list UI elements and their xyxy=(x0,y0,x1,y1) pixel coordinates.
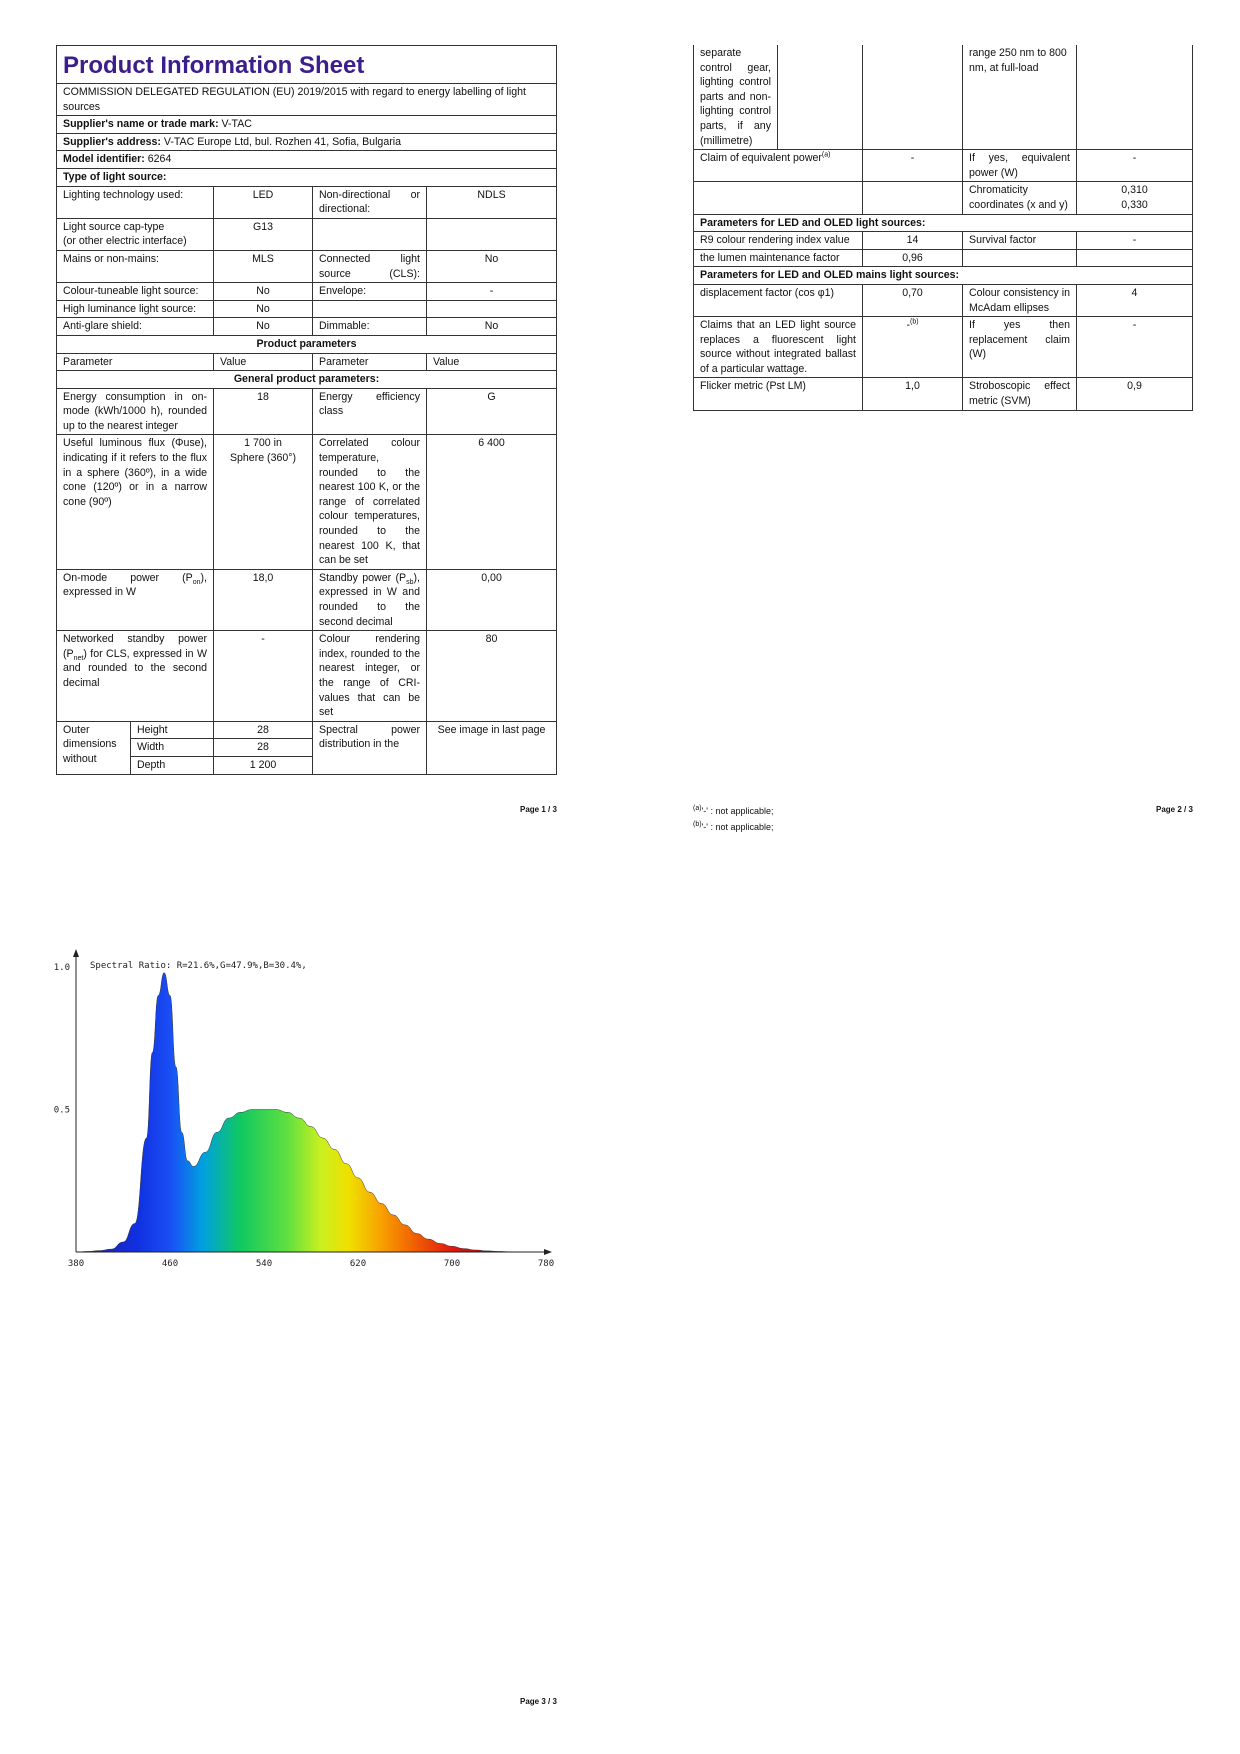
energy-label: Energy consumption in on-mode (kWh/1000 h), rounded up to the nearest integer xyxy=(57,388,214,435)
replacement-value: - xyxy=(1077,317,1193,378)
y-ticks xyxy=(54,963,70,1116)
model-label: Model identifier: xyxy=(63,153,145,166)
flicker-value: 1,0 xyxy=(863,378,963,410)
on-power-value: 18,0 xyxy=(214,569,313,630)
regulation-text: COMMISSION DELEGATED REGULATION (EU) 2019/2015 with regard to energy labelling of light sources xyxy=(57,84,557,116)
on-power-label xyxy=(57,569,214,630)
survival-label: Survival factor xyxy=(963,232,1077,250)
directional-value: NDLS xyxy=(427,186,557,218)
x-tick-label: 540 xyxy=(255,1259,273,1269)
y-tick-label: 0.5 xyxy=(53,1105,70,1116)
networked-text-a: Networked standby power (P xyxy=(63,633,207,660)
envelope-value: - xyxy=(427,283,557,301)
high-lum-label: High luminance light source: xyxy=(57,300,214,318)
supplier-name-value: V-TAC xyxy=(221,118,252,131)
model-value: 6264 xyxy=(147,153,172,166)
supplier-name-label: Supplier's name or trade mark: xyxy=(63,118,219,131)
cap-label-line-2: (or other electric interface) xyxy=(63,235,187,248)
footnote-b-text: '-' : not applicable; xyxy=(701,821,774,832)
colour-tune-label: Colour-tuneable light source: xyxy=(57,283,214,301)
empty-cell xyxy=(427,300,557,318)
led-heading: Parameters for LED and OLED light sources: xyxy=(694,214,1193,232)
anti-glare-label: Anti-glare shield: xyxy=(57,318,214,336)
chroma-values xyxy=(1077,182,1193,214)
disp-value: 0,70 xyxy=(863,284,963,316)
consistency-value: 4 xyxy=(1077,284,1193,316)
supplier-name-row xyxy=(57,116,557,134)
dimmable-value: No xyxy=(427,318,557,336)
replacement-label: If yes then replacement claim (W) xyxy=(963,317,1077,378)
directional-label: Non-directional or directional: xyxy=(313,186,427,218)
standby-text-a: Standby power (P xyxy=(319,571,407,584)
empty-cell xyxy=(778,45,863,150)
height-label: Height xyxy=(131,721,214,739)
tech-value: LED xyxy=(214,186,313,218)
footnote-b xyxy=(693,819,1192,835)
empty-cell xyxy=(427,218,557,250)
footnote-a-sup: (a) xyxy=(693,804,702,812)
x-axis-arrow xyxy=(544,1249,552,1255)
empty-cell xyxy=(963,249,1077,267)
supplier-address-value: V-TAC Europe Ltd, bul. Rozhen 41, Sofia, Bulgaria xyxy=(163,135,401,148)
lumen-label: the lumen maintenance factor xyxy=(694,249,863,267)
spectral-label: Spectral power distribution in the xyxy=(313,721,427,774)
networked-text-b: ) for CLS, expressed in W and rounded to the second decimal xyxy=(63,647,207,689)
product-params-heading: Product parameters xyxy=(57,335,557,353)
y-axis-arrow xyxy=(73,949,79,957)
cls-label: Connected light source (CLS): xyxy=(313,250,427,282)
equiv-label-text: Claim of equivalent power xyxy=(700,152,822,165)
flux-value-line-1: 1 700 in xyxy=(244,437,282,450)
anti-glare-value: No xyxy=(214,318,313,336)
tech-label: Lighting technology used: xyxy=(57,186,214,218)
spectral-value: See image in last page xyxy=(427,721,557,774)
equiv-power-label: If yes, equivalent power (W) xyxy=(963,150,1077,182)
footnotes xyxy=(693,803,1192,835)
model-row xyxy=(57,151,557,169)
on-power-sub: on xyxy=(192,578,201,586)
eff-class-label: Energy efficiency class xyxy=(313,388,427,435)
col-parameter: Parameter xyxy=(57,353,214,371)
empty-cell xyxy=(1077,249,1193,267)
empty-cell xyxy=(863,45,963,150)
x-ticks xyxy=(68,1259,554,1269)
product-info-table-continued xyxy=(693,45,1193,411)
high-lum-value: No xyxy=(214,300,313,318)
equiv-label xyxy=(694,150,863,182)
claims-value-text: - xyxy=(906,319,910,332)
disp-label: displacement factor (cos φ1) xyxy=(694,284,863,316)
col-value: Value xyxy=(427,353,557,371)
cap-label xyxy=(57,218,214,250)
envelope-label: Envelope: xyxy=(313,283,427,301)
col-parameter: Parameter xyxy=(313,353,427,371)
cls-value: No xyxy=(427,250,557,282)
eff-class-value: G xyxy=(427,388,557,435)
x-tick-label: 460 xyxy=(161,1259,179,1269)
depth-label: Depth xyxy=(131,756,214,774)
empty-cell xyxy=(694,182,863,214)
cap-value: G13 xyxy=(214,218,313,250)
depth-value: 1 200 xyxy=(214,756,313,774)
standby-label xyxy=(313,569,427,630)
type-heading: Type of light source: xyxy=(57,168,557,186)
cap-label-line-1: Light source cap-type xyxy=(63,220,165,233)
flux-value-line-2: Sphere (360°) xyxy=(229,452,297,465)
survival-value: - xyxy=(1077,232,1193,250)
equiv-power-value: - xyxy=(1077,150,1193,182)
standby-value: 0,00 xyxy=(427,569,557,630)
supplier-address-row xyxy=(57,133,557,151)
claims-value xyxy=(863,317,963,378)
equiv-value: - xyxy=(863,150,963,182)
empty-cell xyxy=(313,300,427,318)
y-tick-label: 1.0 xyxy=(53,963,70,973)
supplier-address-label: Supplier's address: xyxy=(63,135,161,148)
consistency-label: Colour consistency in McAdam ellipses xyxy=(963,284,1077,316)
page-number-3: Page 3 / 3 xyxy=(520,1697,557,1706)
footnote-a-text: '-' : not applicable; xyxy=(701,805,774,816)
general-heading: General product parameters: xyxy=(57,371,557,389)
flux-value xyxy=(214,435,313,569)
width-label: Width xyxy=(131,739,214,757)
page-title: Product Information Sheet xyxy=(57,46,557,84)
mains-label: Mains or non-mains: xyxy=(57,250,214,282)
on-power-text-a: On-mode power (P xyxy=(63,571,193,584)
claims-label: Claims that an LED light source replaces a fluorescent light source without integrated ballast of a particular wattage. xyxy=(694,317,863,378)
dimmable-label: Dimmable: xyxy=(313,318,427,336)
networked-value: - xyxy=(214,631,313,722)
footnote-b-sup: (b) xyxy=(693,820,702,828)
product-info-table xyxy=(56,45,557,775)
mains-value: MLS xyxy=(214,250,313,282)
x-tick-label: 780 xyxy=(537,1259,555,1269)
r9-label: R9 colour rendering index value xyxy=(694,232,863,250)
standby-sub: sb xyxy=(406,578,414,586)
r9-value: 14 xyxy=(863,232,963,250)
flux-label: Useful luminous flux (Φuse), indicating if it refers to the flux in a sphere (360º), in a wide cone (120º) or in a narrow cone (90º) xyxy=(57,435,214,569)
lumen-value: 0,96 xyxy=(863,249,963,267)
page-1 xyxy=(56,45,556,775)
standby-text-b: ), expressed in W and rounded to the second decimal xyxy=(319,571,420,628)
height-value: 28 xyxy=(214,721,313,739)
x-tick-label: 620 xyxy=(349,1259,367,1269)
svm-label: Stroboscopic effect metric (SVM) xyxy=(963,378,1077,410)
outer-label: Outer dimensions without xyxy=(57,721,131,774)
empty-cell xyxy=(313,218,427,250)
page-number-2: Page 2 / 3 xyxy=(1156,805,1193,814)
empty-cell xyxy=(1077,45,1193,150)
chroma-x: 0,310 xyxy=(1121,184,1148,197)
page-number-1: Page 1 / 3 xyxy=(520,805,557,814)
empty-cell xyxy=(863,182,963,214)
networked-sub: net xyxy=(73,654,84,662)
on-power-text-b: ), expressed in W xyxy=(63,571,207,599)
flicker-label: Flicker metric (Pst LM) xyxy=(694,378,863,410)
chroma-label: Chromaticity coordinates (x and y) xyxy=(963,182,1077,214)
footnote-a xyxy=(693,803,1192,819)
cri-label: Colour rendering index, rounded to the nearest integer, or the range of CRI-values that can be set xyxy=(313,631,427,722)
x-tick-label: 380 xyxy=(67,1259,85,1269)
equiv-sup: (a) xyxy=(821,151,831,159)
cont-label: separate control gear, lighting control parts and non-lighting control parts, if any (millimetre) xyxy=(694,45,778,150)
claims-sup: (b) xyxy=(909,318,919,326)
svm-value: 0,9 xyxy=(1077,378,1193,410)
x-tick-label: 700 xyxy=(443,1259,461,1269)
cct-label: Correlated colour temperature, rounded to the nearest 100 K, or the range of correlated colour temperatures, rounded to the nearest 100 K, that can be set xyxy=(313,435,427,569)
chart-title: Spectral Ratio: R=21.6%,G=47.9%,B=30.4%, xyxy=(90,961,307,971)
cont-right: range 250 nm to 800 nm, at full-load xyxy=(963,45,1077,150)
spectral-chart xyxy=(40,945,560,1275)
mains-heading: Parameters for LED and OLED mains light sources: xyxy=(694,267,1193,285)
energy-value: 18 xyxy=(214,388,313,435)
networked-label xyxy=(57,631,214,722)
colour-tune-value: No xyxy=(214,283,313,301)
spectrum-area xyxy=(76,973,546,1252)
chroma-y: 0,330 xyxy=(1121,198,1148,211)
col-value: Value xyxy=(214,353,313,371)
width-value: 28 xyxy=(214,739,313,757)
cct-value: 6 400 xyxy=(427,435,557,569)
cri-value: 80 xyxy=(427,631,557,722)
